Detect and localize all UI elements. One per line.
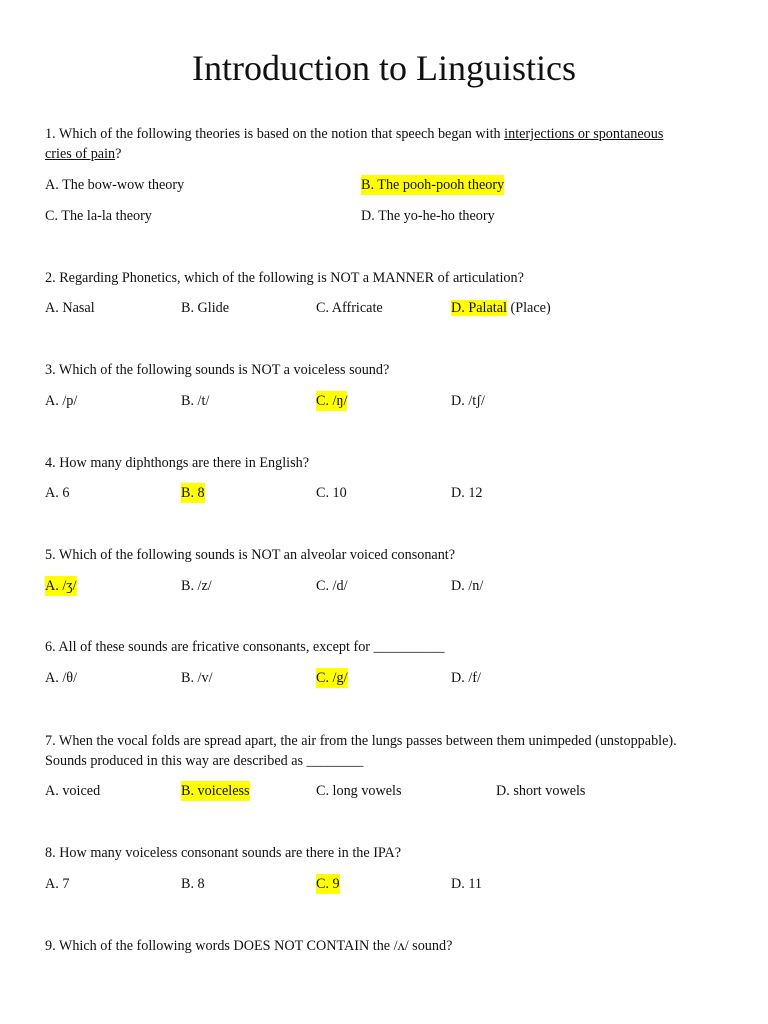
q4-option-a: A. 6 <box>45 485 70 501</box>
q2-option-d-answer: D. Palatal <box>451 300 507 316</box>
question-9-stem: 9. Which of the following words DOES NOT CONTAIN the /ʌ/ sound? <box>45 938 453 954</box>
question-1-stem-text: 1. Which of the following theories is based on the notion that speech began with <box>45 126 505 142</box>
question-8-stem: 8. How many voiceless consonant sounds are there in the IPA? <box>45 845 402 861</box>
q4-option-c: C. 10 <box>316 485 347 501</box>
question-1-stem-line2 <box>45 144 121 164</box>
q6-option-a: A. /θ/ <box>45 670 78 686</box>
q7-option-a: A. voiced <box>45 783 101 799</box>
q3-option-d: D. /tʃ/ <box>451 393 485 409</box>
q7-option-d: D. short vowels <box>496 783 586 799</box>
q1-option-a: A. The bow-wow theory <box>45 177 185 193</box>
q5-option-c: C. /d/ <box>316 578 348 594</box>
page-title: Introduction to Linguistics <box>192 48 576 88</box>
q2-option-d-wrapper <box>451 298 551 318</box>
question-4-stem: 4. How many diphthongs are there in English? <box>45 455 309 471</box>
question-1-underlined-text-2: cries of pain <box>45 146 116 162</box>
question-1-stem-end: ? <box>115 146 122 162</box>
q5-option-d: D. /n/ <box>451 578 484 594</box>
q1-option-b-answer: B. The pooh-pooh theory <box>361 177 505 193</box>
q5-option-a-answer: A. /ʒ/ <box>45 578 77 594</box>
q2-option-a: A. Nasal <box>45 300 95 316</box>
q3-option-b: B. /t/ <box>181 393 210 409</box>
question-1-stem <box>45 124 663 144</box>
q8-option-a: A. 7 <box>45 876 70 892</box>
q7-option-c: C. long vowels <box>316 783 402 799</box>
question-7-stem-line2: Sounds produced in this way are described as ________ <box>45 753 364 769</box>
q8-option-d: D. 11 <box>451 876 483 892</box>
question-3-stem: 3. Which of the following sounds is NOT a voiceless sound? <box>45 362 390 378</box>
q1-option-d: D. The yo-he-ho theory <box>361 208 495 224</box>
question-2-stem: 2. Regarding Phonetics, which of the following is NOT a MANNER of articulation? <box>45 270 524 286</box>
q8-option-c-answer: C. 9 <box>316 876 340 892</box>
q2-option-d-note: (Place) <box>506 300 551 316</box>
q1-option-c: C. The la-la theory <box>45 208 152 224</box>
q4-option-b-answer: B. 8 <box>181 485 205 501</box>
q3-option-c-answer: C. /ŋ/ <box>316 393 348 409</box>
q2-option-b: B. Glide <box>181 300 230 316</box>
question-7-stem: 7. When the vocal folds are spread apart, the air from the lungs passes between them unimpeded (unstoppable). <box>45 733 677 749</box>
q6-option-d: D. /f/ <box>451 670 481 686</box>
question-6-stem: 6. All of these sounds are fricative consonants, except for __________ <box>45 639 445 655</box>
q5-option-b: B. /z/ <box>181 578 212 594</box>
q2-option-c: C. Affricate <box>316 300 383 316</box>
question-5-stem: 5. Which of the following sounds is NOT an alveolar voiced consonant? <box>45 547 456 563</box>
q8-option-b: B. 8 <box>181 876 205 892</box>
q6-option-b: B. /v/ <box>181 670 213 686</box>
q6-option-c-answer: C. /g/ <box>316 670 348 686</box>
q3-option-a: A. /p/ <box>45 393 78 409</box>
q4-option-d: D. 12 <box>451 485 483 501</box>
question-1-underlined-text: interjections or spontaneous <box>504 126 664 142</box>
q7-option-b-answer: B. voiceless <box>181 783 250 799</box>
